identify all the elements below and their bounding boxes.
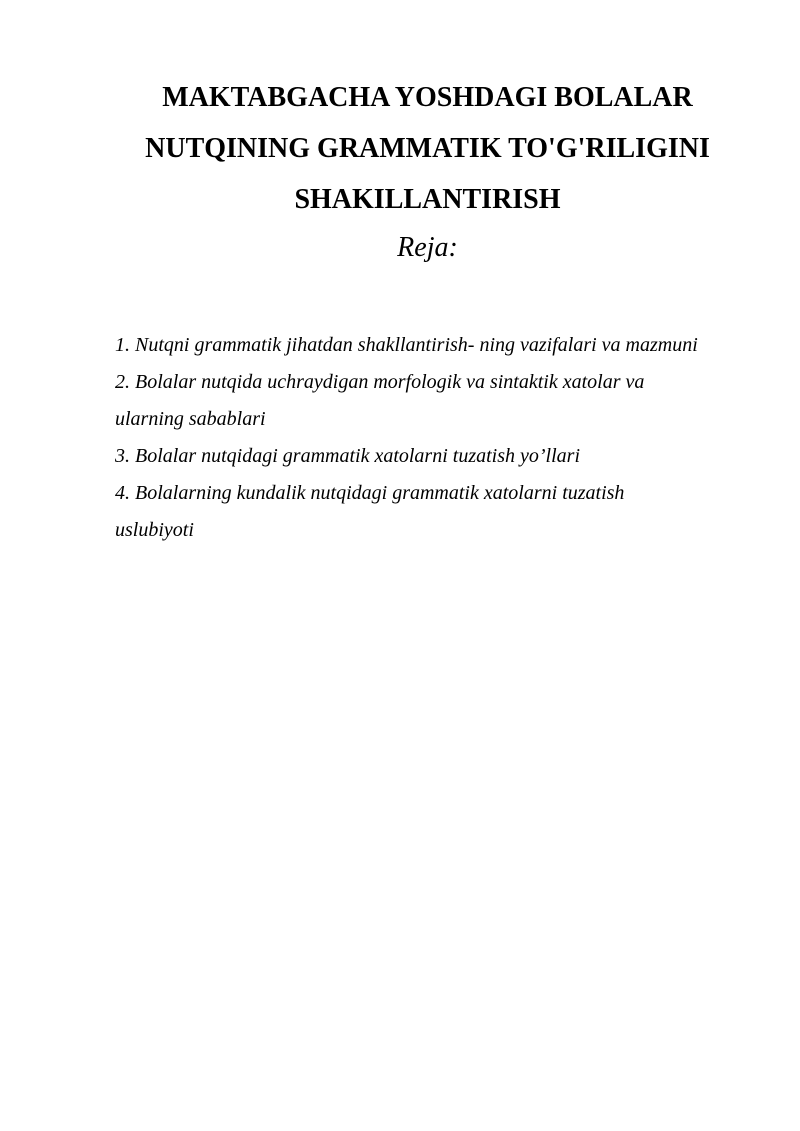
plan-list (115, 327, 765, 549)
document-title (100, 72, 755, 225)
plan-item-4-continuation: uslubiyoti (115, 519, 194, 541)
plan-item-3: 3. Bolalar nutqidagi grammatik xatolarni tuzatish yo’llari (115, 445, 580, 467)
title-line: MAKTABGACHA YOSHDAGI BOLALAR (162, 82, 693, 113)
title-line: NUTQINING GRAMMATIK TO'G'RILIGINI (145, 133, 710, 164)
plan-item-1: 1. Nutqni grammatik jihatdan shakllantirish- ning vazifalari va mazmuni (115, 334, 698, 356)
plan-heading: Reja: (397, 232, 458, 263)
title-line: SHAKILLANTIRISH (294, 184, 561, 215)
plan-item-4: 4. Bolalarning kundalik nutqidagi grammatik xatolarni tuzatish (115, 482, 625, 504)
plan-item-2-continuation: ularning sabablari (115, 408, 266, 430)
plan-item-2: 2. Bolalar nutqida uchraydigan morfologik va sintaktik xatolar va (115, 371, 645, 393)
